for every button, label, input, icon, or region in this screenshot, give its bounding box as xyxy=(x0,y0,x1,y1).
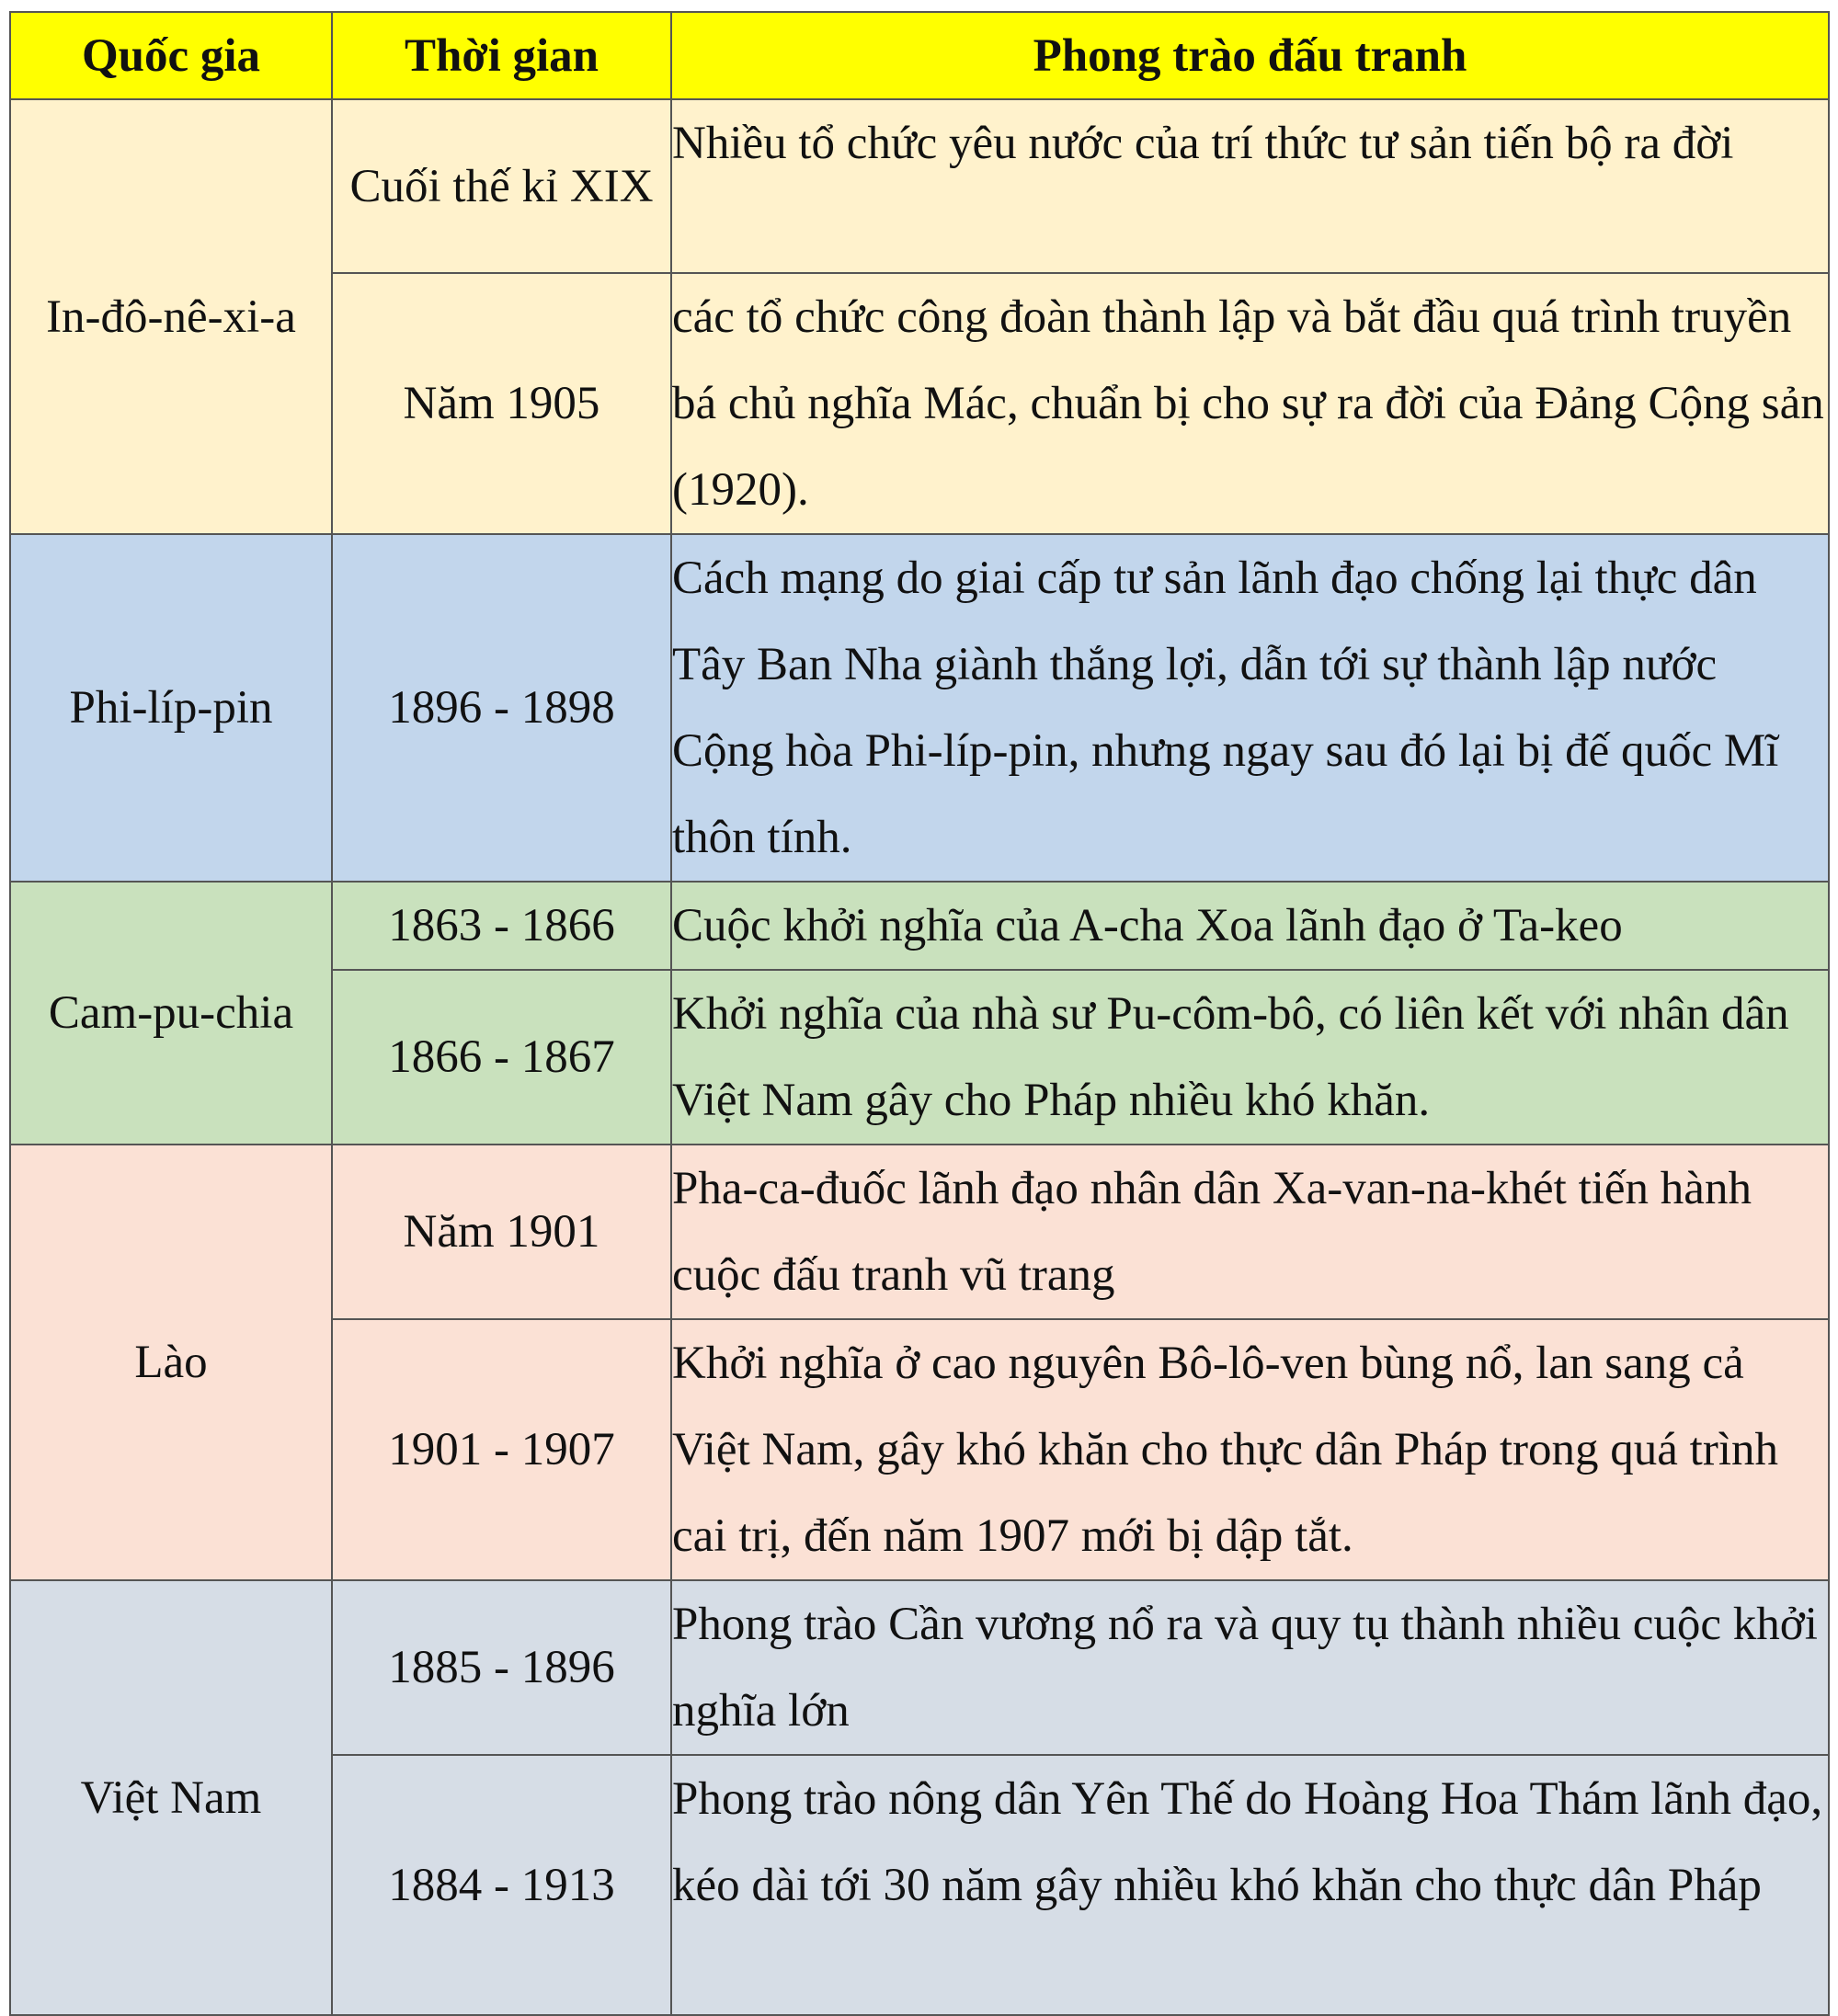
movement-cell: Cuộc khởi nghĩa của A-cha Xoa lãnh đạo ở Ta-keo xyxy=(671,882,1829,970)
movement-cell: Nhiều tổ chức yêu nước của trí thức tư sản tiến bộ ra đời xyxy=(671,99,1829,273)
country-cell-vietnam: Việt Nam xyxy=(10,1580,332,2015)
header-country: Quốc gia xyxy=(10,12,332,99)
movement-cell: Cách mạng do giai cấp tư sản lãnh đạo chống lại thực dân Tây Ban Nha giành thắng lợi, dẫn tới sự thành lập nước Cộng hòa Phi-líp-pin, nhưng ngay sau đó lại bị đế quốc Mĩ thôn tính. xyxy=(671,534,1829,882)
header-movement: Phong trào đấu tranh xyxy=(671,12,1829,99)
header-time: Thời gian xyxy=(332,12,671,99)
movement-cell: Khởi nghĩa ở cao nguyên Bô-lô-ven bùng nổ, lan sang cả Việt Nam, gây khó khăn cho thực dân Pháp trong quá trình cai trị, đến năm 1907 mới bị dập tắt. xyxy=(671,1319,1829,1580)
table-row xyxy=(10,1580,1829,1755)
country-cell-cambodia: Cam-pu-chia xyxy=(10,882,332,1145)
time-text: Cuối thế kỉ XIX xyxy=(349,160,654,212)
country-cell-indonesia: In-đô-nê-xi-a xyxy=(10,99,332,534)
movement-cell: Phong trào Cần vương nổ ra và quy tụ thành nhiều cuộc khởi nghĩa lớn xyxy=(671,1580,1829,1755)
table-row xyxy=(10,534,1829,882)
time-cell: 1896 - 1898 xyxy=(332,534,671,882)
movement-cell: các tổ chức công đoàn thành lập và bắt đầu quá trình truyền bá chủ nghĩa Mác, chuẩn bị cho sự ra đời của Đảng Cộng sản (1920). xyxy=(671,273,1829,534)
movement-cell: Pha-ca-đuốc lãnh đạo nhân dân Xa-van-na-khét tiến hành cuộc đấu tranh vũ trang xyxy=(671,1145,1829,1319)
time-cell: 1863 - 1866 xyxy=(332,882,671,970)
table-row xyxy=(10,1145,1829,1319)
table-row xyxy=(10,882,1829,970)
time-cell: 1866 - 1867 xyxy=(332,970,671,1145)
time-cell: Năm 1905 xyxy=(332,273,671,534)
time-cell: 1901 - 1907 xyxy=(332,1319,671,1580)
country-cell-laos: Lào xyxy=(10,1145,332,1580)
time-cell: 1884 - 1913 xyxy=(332,1755,671,2015)
movement-cell: Khởi nghĩa của nhà sư Pu-côm-bô, có liên kết với nhân dân Việt Nam gây cho Pháp nhiều khó khăn. xyxy=(671,970,1829,1145)
time-cell: 1885 - 1896 xyxy=(332,1580,671,1755)
time-cell xyxy=(332,99,671,273)
country-cell-philippines: Phi-líp-pin xyxy=(10,534,332,882)
struggle-movements-table xyxy=(9,11,1830,2016)
time-cell: Năm 1901 xyxy=(332,1145,671,1319)
header-row xyxy=(10,12,1829,99)
movement-cell: Phong trào nông dân Yên Thế do Hoàng Hoa Thám lãnh đạo, kéo dài tới 30 năm gây nhiều khó khăn cho thực dân Pháp xyxy=(671,1755,1829,2015)
table-row xyxy=(10,99,1829,273)
